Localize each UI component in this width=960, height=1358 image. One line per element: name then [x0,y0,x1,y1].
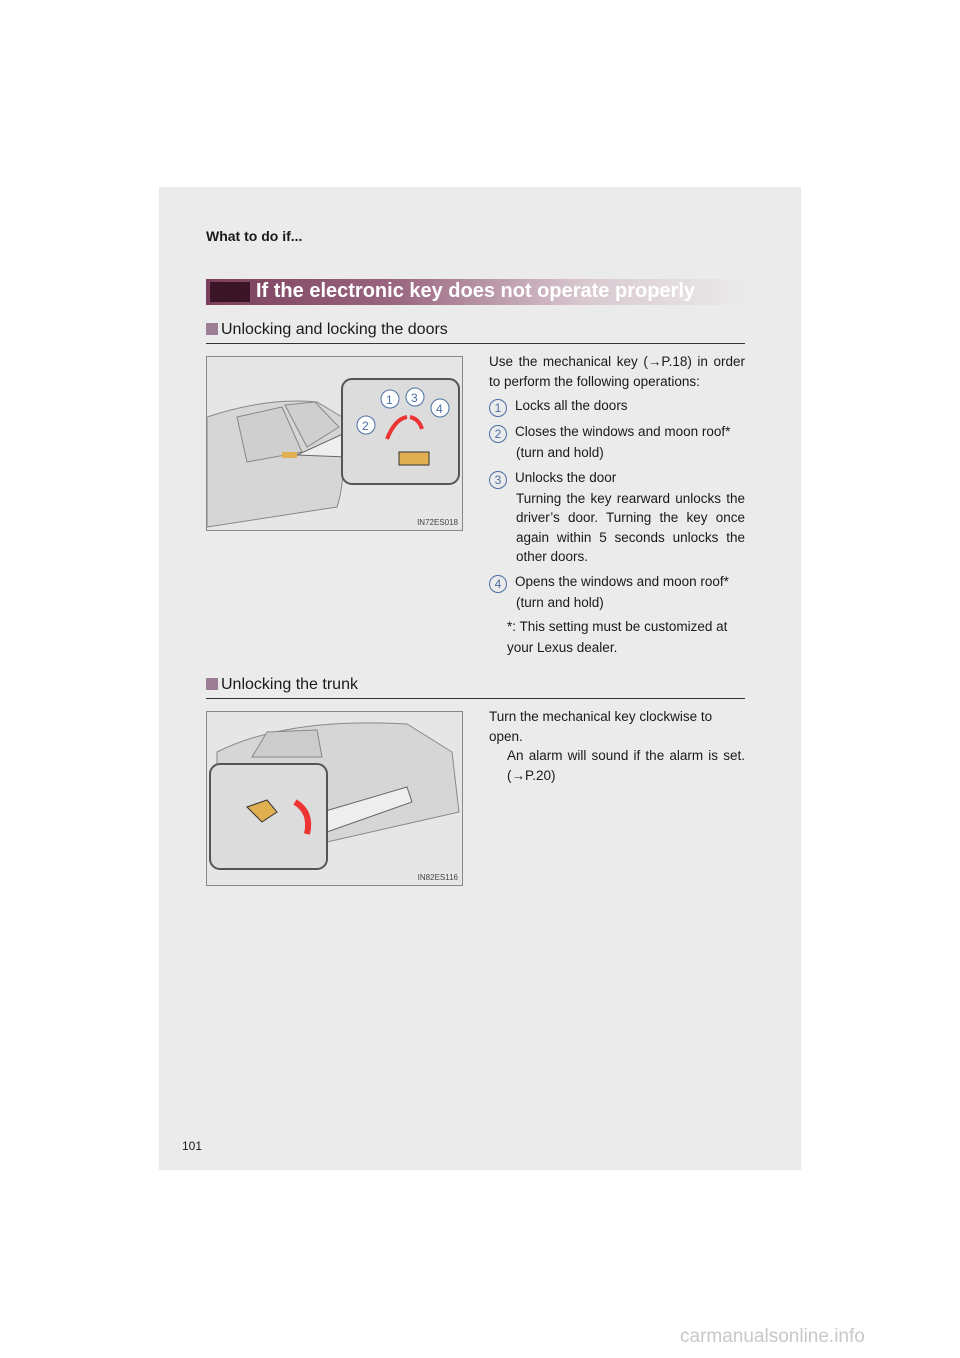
list-item [489,468,745,567]
item-text: Locks all the doors [515,398,628,413]
svg-text:4: 4 [436,402,443,416]
item-text: Unlocks the door [515,469,617,485]
trunk-instruction: Turn the mechanical key clockwise to open. [489,709,713,744]
door-key-illustration [206,356,463,531]
car-door-drawing [207,357,462,530]
list-item [489,396,745,417]
step-number-icon: 3 [489,471,507,489]
svg-text:3: 3 [411,391,418,405]
section-heading-doors [206,321,745,344]
item-subtext: (turn and hold) [516,445,604,460]
list-item [489,572,745,613]
trunk-key-illustration [206,711,463,886]
page-number: 101 [182,1139,203,1153]
doors-section-body [206,352,745,658]
item-subtext: (turn and hold) [516,594,604,610]
bullet-square-icon [206,678,218,690]
banner-title: If the electronic key does not operate properly [256,280,696,302]
trunk-section-body [206,707,745,886]
svg-text:2: 2 [362,419,369,433]
car-trunk-drawing [207,712,462,885]
step-number-icon: 4 [489,575,507,593]
figure-code: IN82ES116 [417,873,458,882]
bullet-square-icon [206,323,218,335]
list-item [489,422,745,463]
step-number-icon: 2 [489,425,507,443]
section-title: Unlocking the trunk [221,676,358,693]
footnote: *: This setting must be customized at your Lexus dealer. [507,619,728,655]
section-heading-trunk [206,676,745,699]
trunk-note: An alarm will sound if the alarm is set. (→P.20) [507,748,745,783]
doors-text-column [489,352,745,658]
step-number-icon: 1 [489,399,507,417]
svg-text:1: 1 [386,393,393,407]
item-text: Closes the windows and moon roof* [515,424,731,439]
section-title: Unlocking and locking the doors [221,321,448,338]
intro-text: Use the mechanical key (→P.18) in order to perform the following operations: [489,354,745,389]
section-banner [206,279,746,305]
trunk-text-column [489,707,745,886]
watermark: carmanualsonline.info [680,1326,865,1347]
running-title: What to do if... [206,228,303,244]
item-text: Opens the windows and moon roof* [515,573,729,589]
banner-mark [210,282,250,302]
page-content [206,321,745,886]
item-subtext: Turning the key rearward unlocks the driver’s door. Turning the key once again within 5 seconds unlocks the other doors. [516,490,745,564]
figure-code: IN72ES018 [417,518,458,527]
